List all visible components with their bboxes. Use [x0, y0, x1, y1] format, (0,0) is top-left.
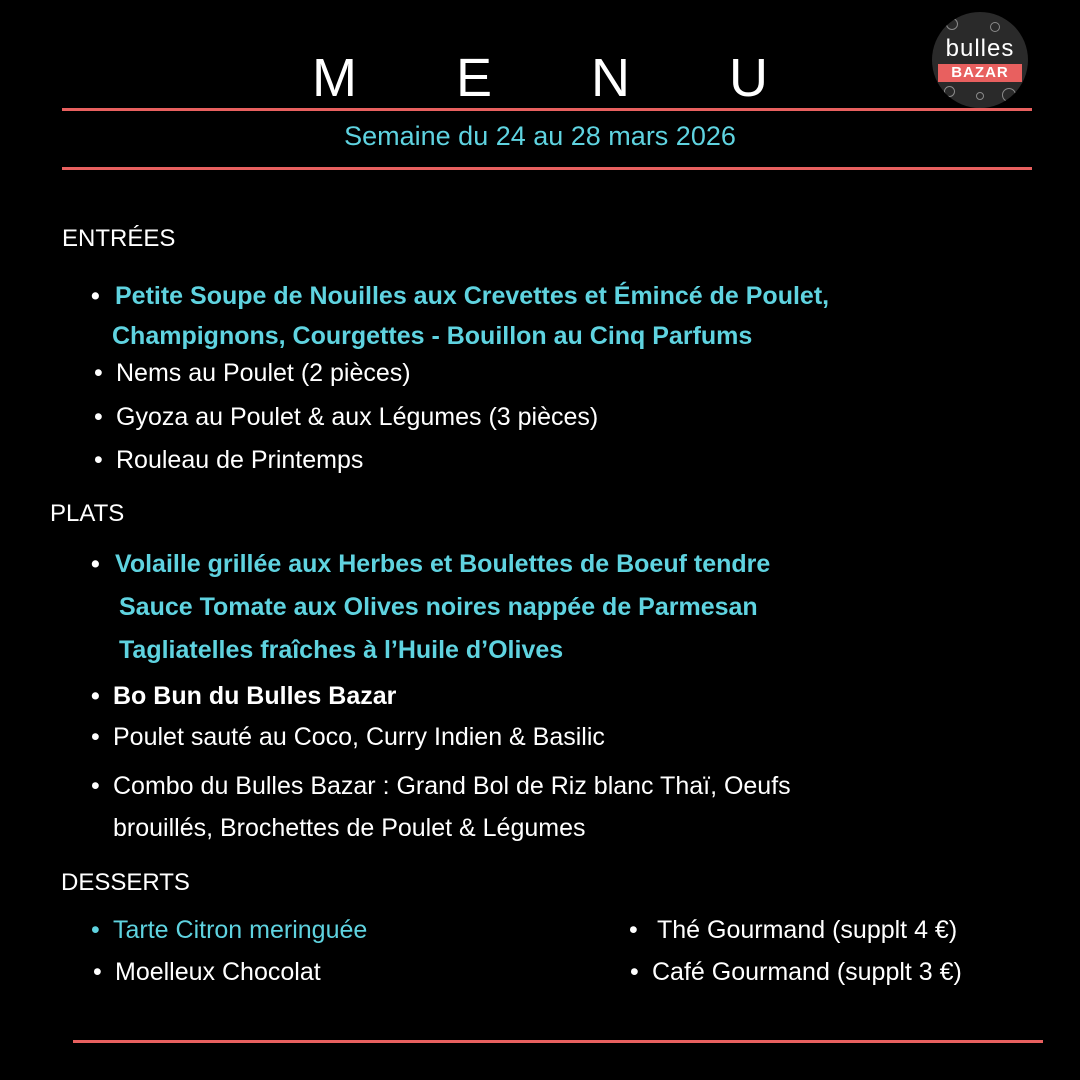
dessert-extra-label: Café Gourmand (supplt 3 €) — [652, 958, 962, 986]
bottom-divider — [73, 1040, 1043, 1043]
plat-item-line: Combo du Bulles Bazar : Grand Bol de Riz blanc Thaï, Oeufs — [113, 772, 791, 800]
section-heading-entrees: ENTRÉES — [62, 225, 176, 252]
section-heading-plats: PLATS — [50, 500, 125, 527]
entree-item-line: Champignons, Courgettes - Bouillon au Cinq Parfums — [112, 322, 753, 350]
bulles-bazar-logo — [932, 12, 1028, 108]
menu-title: M E N U — [311, 48, 810, 108]
plat-item — [91, 549, 771, 579]
entree-item — [94, 358, 411, 388]
plat-item — [91, 771, 791, 801]
entree-item — [91, 281, 830, 311]
plat-item-line: Tagliatelles fraîches à l’Huile d’Olives — [119, 636, 564, 664]
entree-item — [94, 445, 364, 475]
entree-item-line: Gyoza au Poulet & aux Légumes (3 pièces) — [116, 403, 599, 431]
bullet-icon: • — [91, 550, 100, 578]
logo-text-bulles: bulles — [945, 35, 1015, 62]
logo-bubble — [990, 22, 1000, 32]
logo-bubble — [946, 18, 958, 30]
dessert-extra-item — [629, 915, 958, 945]
plat-item-continued — [119, 635, 563, 665]
logo-bubble — [976, 92, 984, 100]
bullet-icon: • — [94, 446, 103, 474]
plat-item-line: Volaille grillée aux Herbes et Boulettes de Boeuf tendre — [115, 550, 771, 578]
bullet-icon: • — [629, 916, 638, 944]
bullet-icon: • — [91, 682, 100, 710]
bullet-icon: • — [93, 958, 102, 986]
top-divider — [62, 108, 1032, 111]
plat-item-line: Poulet sauté au Coco, Curry Indien & Basilic — [113, 723, 605, 751]
bullet-icon: • — [91, 916, 100, 944]
bullet-icon: • — [91, 772, 100, 800]
plat-item-continued — [119, 592, 758, 622]
subtitle-divider — [62, 167, 1032, 170]
plat-item — [91, 681, 397, 711]
bullet-icon: • — [91, 282, 100, 310]
plat-item — [91, 722, 605, 752]
entree-item-line: Nems au Poulet (2 pièces) — [116, 359, 411, 387]
week-subtitle: Semaine du 24 au 28 mars 2026 — [344, 121, 736, 151]
plat-item-line: Sauce Tomate aux Olives noires nappée de Parmesan — [119, 593, 758, 621]
bullet-icon: • — [94, 359, 103, 387]
dessert-extra-label: Thé Gourmand (supplt 4 €) — [657, 916, 958, 944]
dessert-item-label: Tarte Citron meringuée — [113, 916, 368, 944]
dessert-item-label: Moelleux Chocolat — [115, 958, 321, 986]
dessert-extra-item — [630, 957, 962, 987]
bullet-icon: • — [91, 723, 100, 751]
plat-item-continued — [113, 813, 586, 843]
entree-item-line: Petite Soupe de Nouilles aux Crevettes et Émincé de Poulet, — [115, 282, 830, 310]
logo-bubble — [944, 86, 955, 97]
dessert-item — [91, 915, 368, 945]
plat-item-line: Bo Bun du Bulles Bazar — [113, 682, 397, 710]
entree-item-line: Rouleau de Printemps — [116, 446, 364, 474]
logo-text-bazar: BAZAR — [938, 64, 1022, 82]
dessert-item — [93, 957, 321, 987]
bullet-icon: • — [94, 403, 103, 431]
section-heading-desserts: DESSERTS — [61, 869, 190, 896]
plat-item-line: brouillés, Brochettes de Poulet & Légumes — [113, 814, 586, 842]
entree-item-continued — [112, 321, 752, 351]
entree-item — [94, 402, 599, 432]
logo-bubble — [1002, 88, 1016, 102]
bullet-icon: • — [630, 958, 639, 986]
